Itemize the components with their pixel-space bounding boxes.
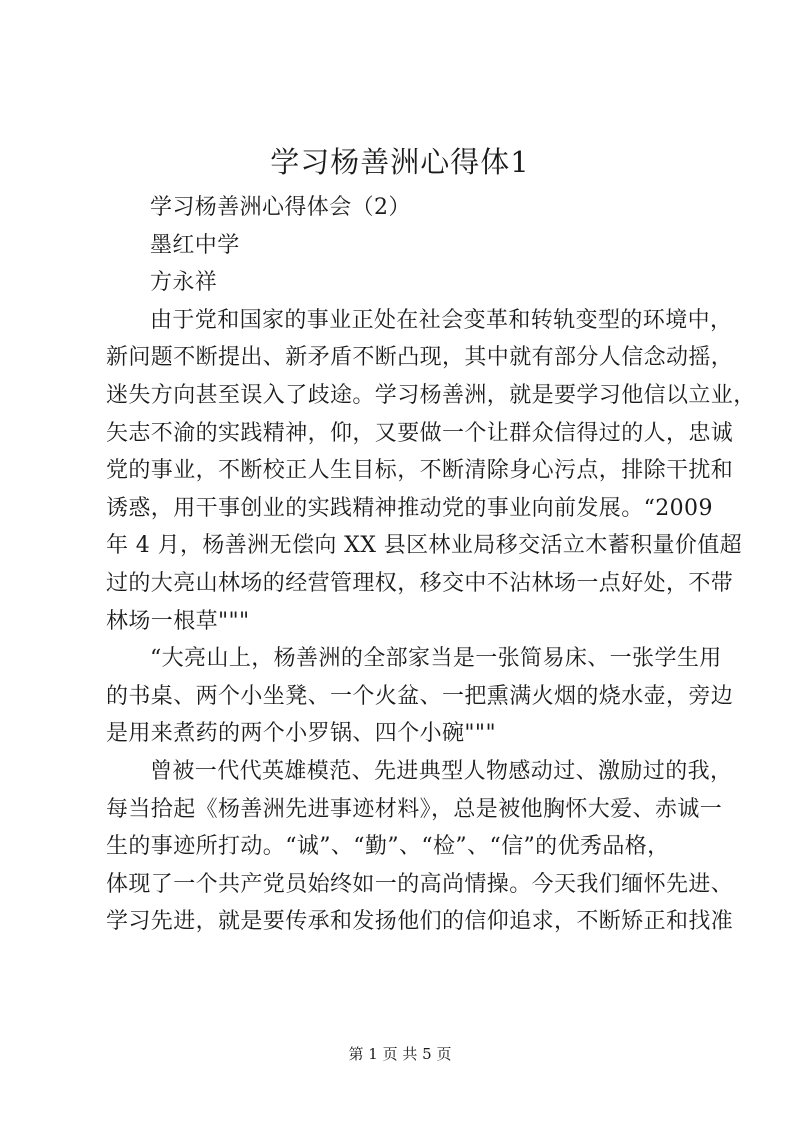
body-line: 迷失方向甚至误入了歧途。学习杨善洲，就是要学习他信以立业， — [106, 382, 756, 408]
document-body — [106, 189, 756, 941]
body-line: 生的事迹所打动。“诚”、“勤”、“检”、“信”的优秀品格， — [106, 834, 670, 860]
body-line: 矢志不渝的实践精神，仰，又要做一个让群众信得过的人，忠诚 — [106, 420, 734, 446]
body-line: 每当拾起《杨善洲先进事迹材料》，总是被他胸怀大爱、赤诚一 — [106, 796, 723, 822]
body-line: 学习杨善洲心得体会（2） — [150, 195, 411, 220]
page-number-footer: 第 1 页 共 5 页 — [348, 1045, 452, 1063]
body-line: 由于党和国家的事业正处在社会变革和转轨变型的环境中， — [150, 307, 733, 333]
body-line: 党的事业，不断校正人生目标，不断清除身心污点，排除干扰和 — [106, 458, 734, 484]
body-line: 年 4 月，杨善洲无偿向 XX 县区林业局移交活立木蓄积量价值超 — [106, 533, 743, 559]
body-line: 方永祥 — [150, 270, 218, 296]
body-line: 墨红中学 — [150, 232, 240, 258]
body-line: 体现了一个共产党员始终如一的高尚情操。今天我们缅怀先进、 — [106, 871, 734, 897]
body-line: 过的大亮山林场的经营管理权，移交中不沾林场一点好处，不带 — [106, 570, 734, 596]
body-line: 诱惑，用干事创业的实践精神推动党的事业向前发展。“2009 — [106, 495, 713, 521]
body-line: 新问题不断提出、新矛盾不断凸现，其中就有部分人信念动摇， — [106, 345, 734, 371]
body-line: 曾被一代代英雄模范、先进典型人物感动过、激励过的我， — [150, 758, 733, 784]
body-line: 学习先进，就是要传承和发扬他们的信仰追求，不断矫正和找准 — [106, 909, 734, 935]
body-line: 是用来煮药的两个小罗锅、四个小碗""" — [106, 721, 496, 747]
document-title: 学习杨善洲心得体1 — [270, 145, 530, 179]
body-line: 的书桌、两个小坐凳、一个火盆、一把熏满火烟的烧水壶，旁边 — [106, 683, 734, 709]
body-line: 林场一根草""" — [106, 608, 250, 634]
body-line: “大亮山上，杨善洲的全部家当是一张简易床、一张学生用 — [150, 646, 722, 672]
